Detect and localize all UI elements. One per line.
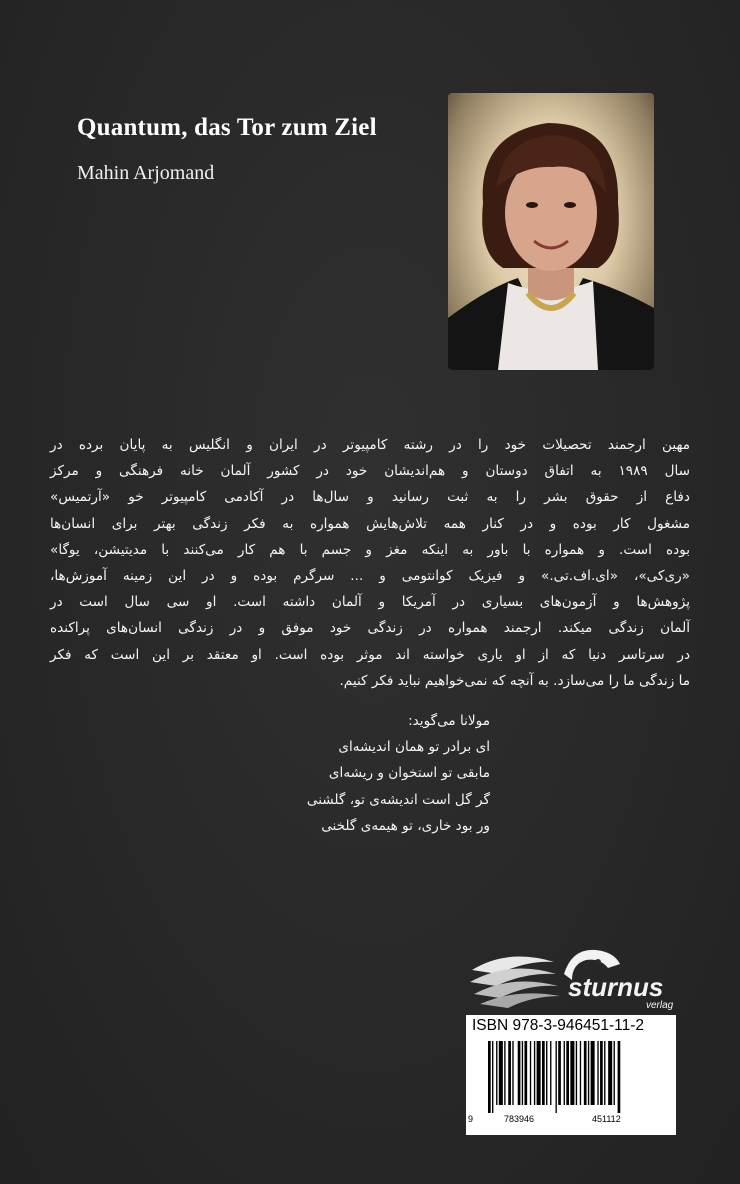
barcode-bar: [546, 1041, 547, 1105]
barcode-bar: [508, 1041, 511, 1105]
isbn-barcode-block: [466, 1015, 676, 1135]
author-photo: [448, 93, 654, 370]
barcode-bar: [492, 1041, 493, 1113]
isbn-label: ISBN 978-3-946451-11-2: [472, 1017, 645, 1034]
book-title: Quantum, das Tor zum Ziel: [77, 114, 377, 141]
poem-line: ای برادر تو همان اندیشه‌ای: [338, 739, 490, 756]
barcode-bar: [556, 1041, 557, 1113]
barcode-bar: [504, 1041, 505, 1105]
publisher-name: sturnus: [568, 972, 664, 1002]
barcode: [476, 1041, 668, 1113]
barcode-bar: [600, 1041, 603, 1105]
barcode-digit-lead: 9: [468, 1114, 474, 1124]
barcode-bar: [522, 1041, 523, 1105]
barcode-bar: [534, 1041, 535, 1105]
poem-line: گر گل است اندیشه‌ی تو، گلشنی: [306, 791, 490, 808]
barcode-bar: [597, 1041, 598, 1105]
barcode-bar: [488, 1041, 491, 1113]
barcode-bar: [558, 1041, 561, 1105]
barcode-bar: [570, 1041, 574, 1105]
barcode-bar: [591, 1041, 595, 1105]
barcode-bar: [614, 1041, 615, 1105]
publisher-logo: [468, 940, 678, 1012]
barcode-bar: [512, 1041, 513, 1105]
barcode-bar: [524, 1041, 527, 1105]
barcode-bar: [564, 1041, 565, 1105]
poem: [50, 708, 490, 839]
barcode-bar: [537, 1041, 541, 1105]
barcode-bar: [518, 1041, 521, 1105]
bio-line: بوده است. و همواره با باور به اینکه مغز و جسم با هم کار می‌کنند با مدیتیشن، یوگا»: [50, 541, 690, 558]
bio-line: مهین ارجمند تحصیلات خود را در رشته کامپیوتر در ایران و انگلیس به پایان برده در: [50, 437, 690, 453]
bio-line: ما زندگی ما را می‌سازد. به آنچه که نمی‌خواهیم نباید فکر کنیم.: [339, 672, 690, 689]
barcode-bar: [550, 1041, 551, 1105]
poem-line: مولانا می‌گوید:: [408, 713, 490, 729]
bio-line: آلمان زندگی میکند. ارجمند همواره در زندگی خود موفق و در زندگی انسان‌های پراکنده: [50, 620, 690, 637]
barcode-digits-right: 451112: [592, 1114, 621, 1124]
bio-line: دفاع از حقوق بشر را به ثبت رسانید و سال‌ها در آکادمی کامپیوتر خو «آرتمیس»: [50, 489, 690, 506]
barcode-bar: [588, 1041, 589, 1105]
barcode-bar: [576, 1041, 577, 1105]
poem-line: مابقی تو استخوان و ریشه‌ای: [328, 765, 490, 782]
barcode-bar: [530, 1041, 531, 1105]
barcode-bar: [566, 1041, 569, 1105]
barcode-bar: [542, 1041, 545, 1105]
author-bio: [50, 432, 690, 694]
barcode-digits-left: 783946: [504, 1114, 535, 1124]
bio-line: پژوهش‌ها و آزمون‌های بسیاری در آمریکا و آلمان داشته است. او سی سال است در: [50, 594, 690, 611]
barcode-bar: [580, 1041, 581, 1105]
barcode-bar: [618, 1041, 621, 1113]
bio-line: در سرتاسر دنیا که از او یاری خواسته اند موثر بوده است. او معتقد بر این است که فکر: [50, 646, 690, 663]
publisher-subtitle: verlag: [646, 1000, 674, 1011]
barcode-bar: [584, 1041, 587, 1105]
bio-line: سال ۱۹۸۹ به اتفاق دوستان و هم‌اندیشان خود در کشور آلمان خانه فرهنگی و مرکز: [50, 463, 690, 480]
poem-line: ور بود خاری، تو هیمه‌ی گلخنی: [321, 817, 490, 834]
barcode-bar: [608, 1041, 612, 1105]
barcode-bar: [496, 1041, 497, 1105]
bio-line: «ری‌کی»، «ای.اف.تی.» و فیزیک کوانتومی و ... سرگرم بوده و در این زمینه آموزش‌ها،: [50, 568, 690, 585]
barcode-bar: [499, 1041, 503, 1105]
barcode-bar: [604, 1041, 605, 1105]
bio-line: مشغول کار بوده و در کنار همه تلاش‌هایش همواره به فکر زندگی بهتر برای انسان‌ها: [50, 515, 690, 532]
author-name: Mahin Arjomand: [77, 162, 215, 184]
